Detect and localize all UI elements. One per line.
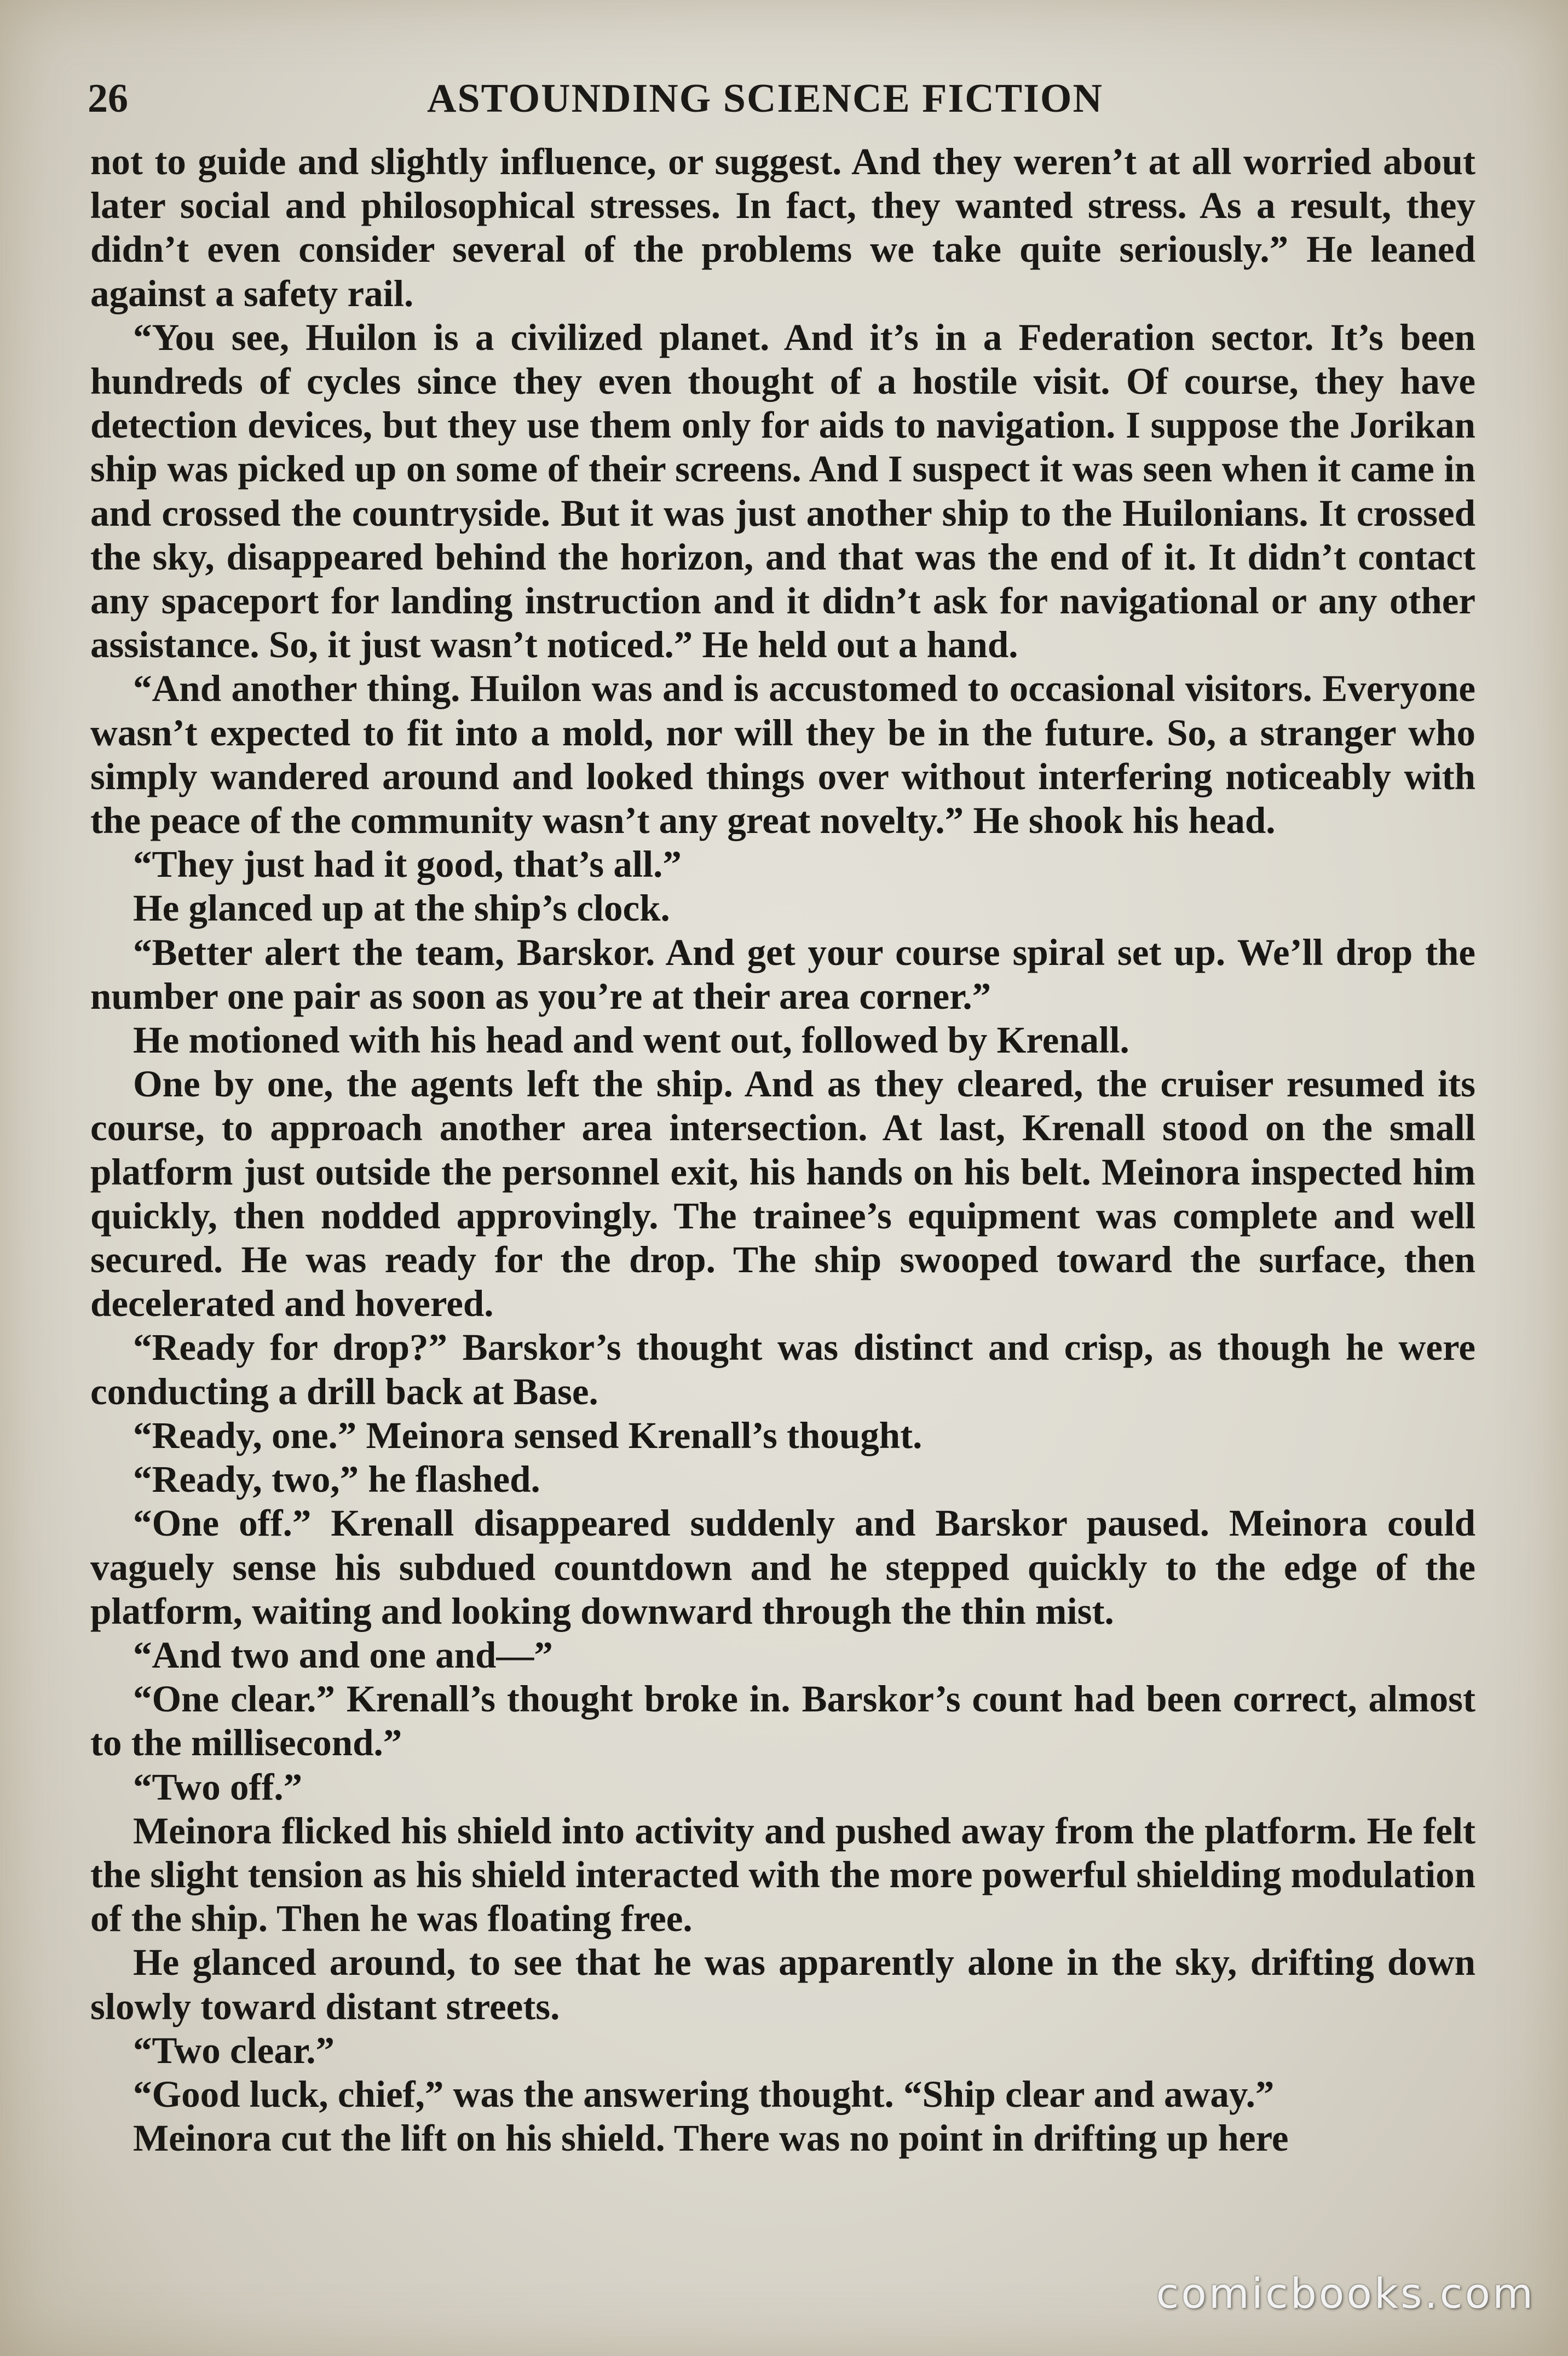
paragraph: “Better alert the team, Barskor. And get your course spiral set up. We’ll drop the number one pair as soon as you’re at their area corner.” <box>90 931 1475 1017</box>
paragraph: “Ready, two,” he flashed. <box>133 1458 540 1501</box>
paragraph: Meinora flicked his shield into activity and pushed away from the platform. He felt the slight tension as his shield interacted with the more powerful shielding modulation of the ship. Then he was floating free. <box>90 1809 1475 1940</box>
paragraph: He motioned with his head and went out, followed by Krenall. <box>133 1019 1129 1061</box>
paragraph: not to guide and slightly influence, or suggest. And they weren’t at all worried about later social and philosophical stresses. In fact, they wanted stress. As a result, they didn’t even consider several of the problems we take quite seriously.” He leaned against a safety rail. <box>90 141 1475 314</box>
paragraph: “One off.” Krenall disappeared suddenly and Barskor paused. Meinora could vaguely sense his subdued countdown and he stepped quickly to the edge of the platform, waiting and looking downward through the thin mist. <box>90 1502 1475 1632</box>
paragraph: “And two and one and—” <box>133 1634 553 1676</box>
watermark: comicbooks.com <box>1156 2269 1535 2318</box>
paragraph: “One clear.” Krenall’s thought broke in. Barskor’s count had been correct, almost to the millisecond.” <box>90 1678 1475 1764</box>
paragraph: “They just had it good, that’s all.” <box>133 843 682 886</box>
paragraph: “You see, Huilon is a civilized planet. And it’s in a Federation sector. It’s been hundreds of cycles since they even thought of a hostile visit. Of course, they have detection devices, but they use them only for aids to navigation. I suppose the Jorikan ship was picked up on some of their screens. And I suspect it was seen when it came in and crossed the countryside. But it was just another ship to the Huilonians. It crossed the sky, disappeared behind the horizon, and that was the end of it. It didn’t contact any spaceport for landing instruction and it didn’t ask for navigational or any other assistance. So, it just wasn’t noticed.” He held out a hand. <box>90 316 1475 666</box>
paragraph: One by one, the agents left the ship. And as they cleared, the cruiser resumed its course, to approach another area intersection. At last, Krenall stood on the small platform just outside the personnel exit, his hands on his belt. Meinora inspected him quickly, then nodded approvingly. The trainee’s equipment was complete and well secured. He was ready for the drop. The ship swooped toward the surface, then decelerated and hovered. <box>90 1063 1475 1325</box>
page-number: 26 <box>88 76 128 121</box>
paragraph: “And another thing. Huilon was and is accustomed to occasional visitors. Everyone wasn’t expected to fit into a mold, nor will they be in the future. So, a stranger who simply wandered around and looked things over without interfering noticeably with the peace of the community wasn’t any great novelty.” He shook his head. <box>90 668 1475 842</box>
story-text <box>90 140 1475 2160</box>
paragraph: “Two clear.” <box>133 2029 335 2071</box>
paragraph: He glanced up at the ship’s clock. <box>133 887 670 929</box>
paragraph: He glanced around, to see that he was apparently alone in the sky, drifting down slowly toward distant streets. <box>90 1941 1475 2027</box>
paragraph: Meinora cut the lift on his shield. There was no point in drifting up here <box>133 2117 1289 2159</box>
paragraph: “Two off.” <box>133 1766 303 1808</box>
paragraph: “Ready for drop?” Barskor’s thought was distinct and crisp, as though he were conducting a drill back at Base. <box>90 1326 1475 1412</box>
running-title: ASTOUNDING SCIENCE FICTION <box>427 76 1103 121</box>
paragraph: “Good luck, chief,” was the answering thought. “Ship clear and away.” <box>133 2073 1275 2115</box>
page-header <box>88 71 1478 126</box>
paragraph: “Ready, one.” Meinora sensed Krenall’s thought. <box>133 1414 923 1456</box>
